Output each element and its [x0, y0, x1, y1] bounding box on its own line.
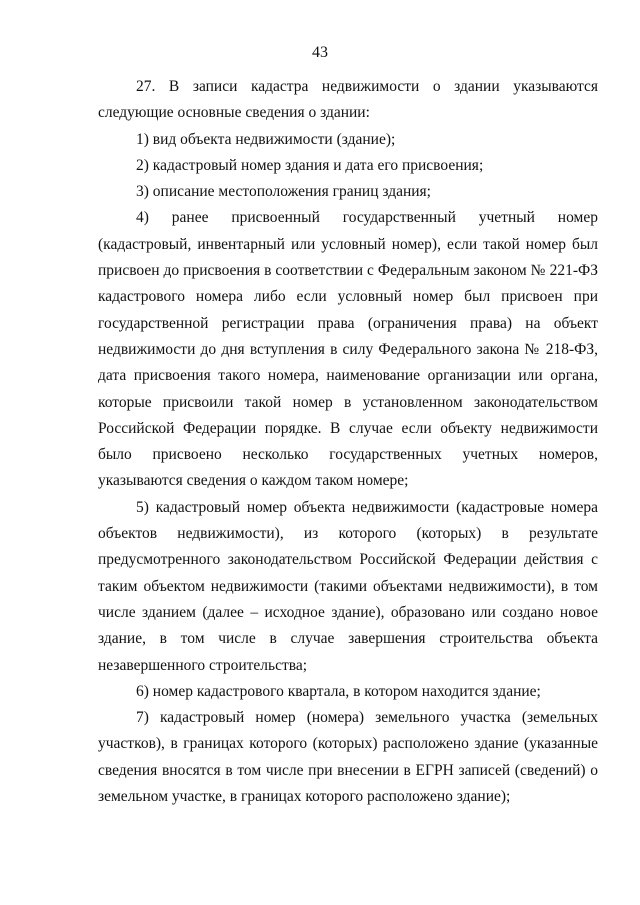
list-item-1: 1) вид объекта недвижимости (здание);	[136, 130, 396, 148]
page-number: 43	[312, 44, 328, 61]
list-item-2: 2) кадастровый номер здания и дата его присвоения;	[136, 156, 484, 174]
list-item-4: 4) ранее присвоенный государственный учетный номер (кадастровый, инвентарный или условный номер), если такой номер был присвоен до присвоения в соответствии с Федеральным законом № 221-ФЗ кадастрового номера либо если условный номер был присвоен при государственной регистрации права (ограничения права) на объект недвижимости до дня вступления в силу Федерального закона № 218-ФЗ, дата присвоения такого номера, наименование организации или органа, которые присвоили такой номер в установленном законодательством Российской Федерации порядке. В случае если объекту недвижимости было присвоено несколько государственных учетных номеров, указываются сведения о каждом таком номере;	[98, 209, 598, 490]
list-item-3: 3) описание местоположения границ здания;	[136, 183, 431, 201]
list-item-6: 6) номер кадастрового квартала, в котором находится здание;	[136, 682, 541, 700]
paragraph-27: 27. В записи кадастра недвижимости о здании указываются следующие основные сведения о здании:	[98, 78, 598, 122]
list-item-5: 5) кадастровый номер объекта недвижимости (кадастровые номера объектов недвижимости), из которого (которых) в результате предусмотренного законодательством Российской Федерации действия с таким объектом недвижимости (такими объектами недвижимости), в том числе зданием (далее – исходное здание), образовано или создано новое здание, в том числе в случае завершения строительства объекта незавершенного строительства;	[98, 498, 598, 674]
list-item-7: 7) кадастровый номер (номера) земельного участка (земельных участков), в границах которого (которых) расположено здание (указанные сведения вносятся в том числе при внесении в ЕГРН записей (сведений) о земельном участке, в границах которого расположено здание);	[98, 709, 598, 806]
document-body	[98, 74, 598, 810]
